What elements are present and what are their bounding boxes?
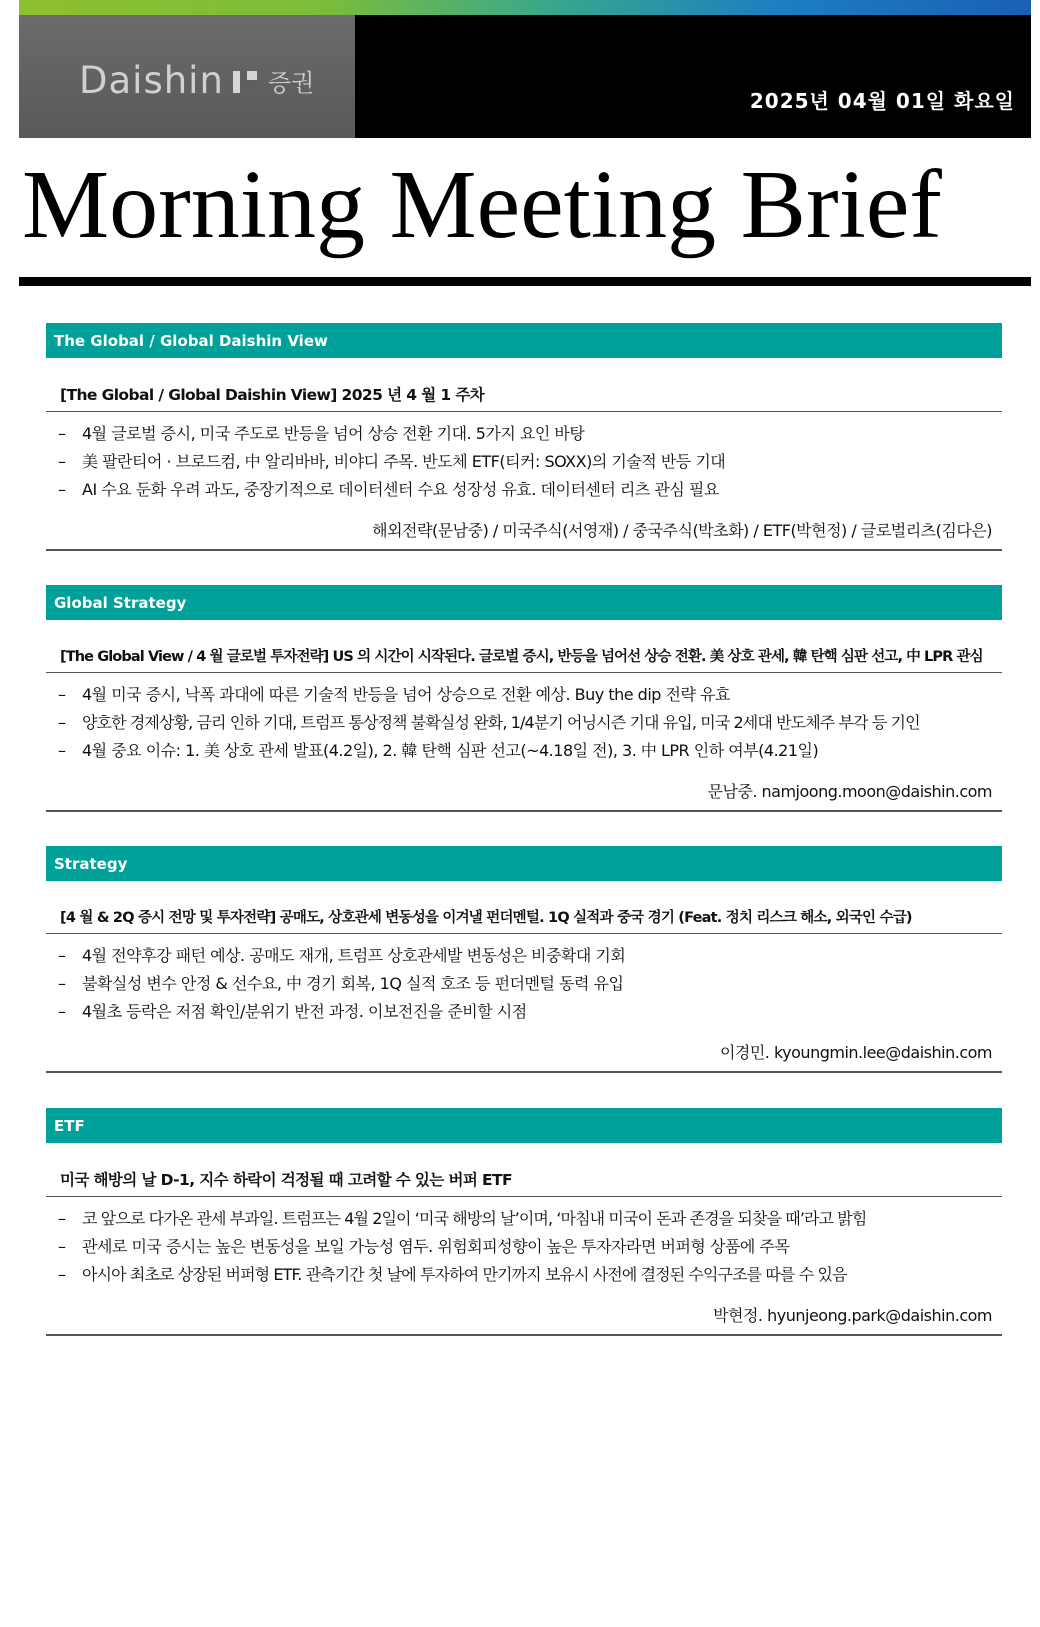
daishin-logo bbox=[79, 59, 314, 102]
list-item: – 4월 미국 증시, 낙폭 과대에 따른 기술적 반등을 넘어 상승으로 전환 예상. Buy the dip 전략 유효 bbox=[46, 681, 1002, 709]
report-title: [The Global View / 4 월 글로벌 투자전략] US 의 시간이 시작된다. 글로벌 증시, 반등을 넘어선 상승 전환. 美 상호 관세, 韓 탄핵 심판 선고, 中 LPR 관심 bbox=[46, 645, 1002, 673]
dash-icon: – bbox=[58, 480, 66, 499]
list-item: – 불확실성 변수 안정 & 선수요, 中 경기 회복, 1Q 실적 호조 등 펀더멘털 동력 유입 bbox=[46, 970, 1002, 998]
dash-icon: – bbox=[58, 974, 66, 993]
report-title: 미국 해방의 날 D-1, 지수 하락이 걱정될 때 고려할 수 있는 버퍼 ETF bbox=[46, 1168, 1002, 1197]
report-title: [4 월 & 2Q 증시 전망 및 투자전략] 공매도, 상호관세 변동성을 이겨낼 펀더멘털. 1Q 실적과 중국 경기 (Feat. 정치 리스크 해소, 외국인 수급) bbox=[46, 906, 1002, 934]
author-line: 해외전략(문남중) / 미국주식(서영재) / 중국주식(박초화) / ETF(박현정) / 글로벌리츠(김다은) bbox=[46, 504, 1002, 551]
list-item: – AI 수요 둔화 우려 과도, 중장기적으로 데이터센터 수요 성장성 유효. 데이터센터 리츠 관심 필요 bbox=[46, 476, 1002, 504]
bullet-list bbox=[46, 942, 1002, 1026]
brand-sub: 증권 bbox=[267, 69, 315, 97]
dash-icon: – bbox=[58, 1237, 66, 1256]
section-header: Global Strategy bbox=[46, 585, 1002, 620]
section-header: ETF bbox=[46, 1108, 1002, 1143]
list-item: – 4월초 등락은 저점 확인/분위기 반전 과정. 이보전진을 준비할 시점 bbox=[46, 998, 1002, 1026]
title-divider bbox=[19, 277, 1031, 286]
list-item: – 코 앞으로 다가온 관세 부과일. 트럼프는 4월 2일이 ‘미국 해방의 날’이며, ‘마침내 미국이 돈과 존경을 되찾을 때’라고 밝힘 bbox=[46, 1205, 1002, 1233]
bullet-list bbox=[46, 1205, 1002, 1289]
date-panel bbox=[355, 15, 1031, 138]
dash-icon: – bbox=[58, 946, 66, 965]
section-global-daishin-view bbox=[46, 323, 1002, 551]
brand-name: Daishin bbox=[79, 59, 224, 102]
list-item: – 美 팔란티어 · 브로드컴, 中 알리바바, 비야디 주목. 반도체 ETF(티커: SOXX)의 기술적 반등 기대 bbox=[46, 448, 1002, 476]
dash-icon: – bbox=[58, 741, 66, 760]
section-etf bbox=[46, 1108, 1002, 1336]
dash-icon: – bbox=[58, 685, 66, 704]
list-item: – 4월 전약후강 패턴 예상. 공매도 재개, 트럼프 상호관세발 변동성은 비중확대 기회 bbox=[46, 942, 1002, 970]
page-title: Morning Meeting Brief bbox=[22, 151, 942, 259]
section-header: Strategy bbox=[46, 846, 1002, 881]
section-strategy bbox=[46, 846, 1002, 1073]
author-line[interactable]: 이경민. kyoungmin.lee@daishin.com bbox=[46, 1026, 1002, 1073]
bullet-list bbox=[46, 681, 1002, 765]
report-title: [The Global / Global Daishin View] 2025 년 4 월 1 주차 bbox=[46, 383, 1002, 412]
section-global-strategy bbox=[46, 585, 1002, 812]
section-header: The Global / Global Daishin View bbox=[46, 323, 1002, 358]
list-item: – 4월 중요 이슈: 1. 美 상호 관세 발표(4.2일), 2. 韓 탄핵 심판 선고(~4.18일 전), 3. 中 LPR 인하 여부(4.21일) bbox=[46, 737, 1002, 765]
list-item: – 4월 글로벌 증시, 미국 주도로 반등을 넘어 상승 전환 기대. 5가지 요인 바탕 bbox=[46, 420, 1002, 448]
top-gradient-bar bbox=[19, 0, 1031, 15]
publish-date: 2025년 04월 01일 화요일 bbox=[749, 89, 1015, 113]
dash-icon: – bbox=[58, 424, 66, 443]
author-line[interactable]: 문남중. namjoong.moon@daishin.com bbox=[46, 765, 1002, 812]
list-item: – 관세로 미국 증시는 높은 변동성을 보일 가능성 염두. 위험회피성향이 높은 투자자라면 버퍼형 상품에 주목 bbox=[46, 1233, 1002, 1261]
dash-icon: – bbox=[58, 1265, 66, 1284]
daishin-mark-icon bbox=[230, 66, 260, 96]
bullet-list bbox=[46, 420, 1002, 504]
list-item: – 양호한 경제상황, 금리 인하 기대, 트럼프 통상정책 불확실성 완화, 1/4분기 어닝시즌 기대 유입, 미국 2세대 반도체주 부각 등 기인 bbox=[46, 709, 1002, 737]
dash-icon: – bbox=[58, 713, 66, 732]
dash-icon: – bbox=[58, 1002, 66, 1021]
brand-panel bbox=[19, 15, 355, 138]
dash-icon: – bbox=[58, 452, 66, 471]
list-item: – 아시아 최초로 상장된 버퍼형 ETF. 관측기간 첫 날에 투자하여 만기까지 보유시 사전에 결정된 수익구조를 따를 수 있음 bbox=[46, 1261, 1002, 1289]
author-line[interactable]: 박현정. hyunjeong.park@daishin.com bbox=[46, 1289, 1002, 1336]
dash-icon: – bbox=[58, 1209, 66, 1228]
